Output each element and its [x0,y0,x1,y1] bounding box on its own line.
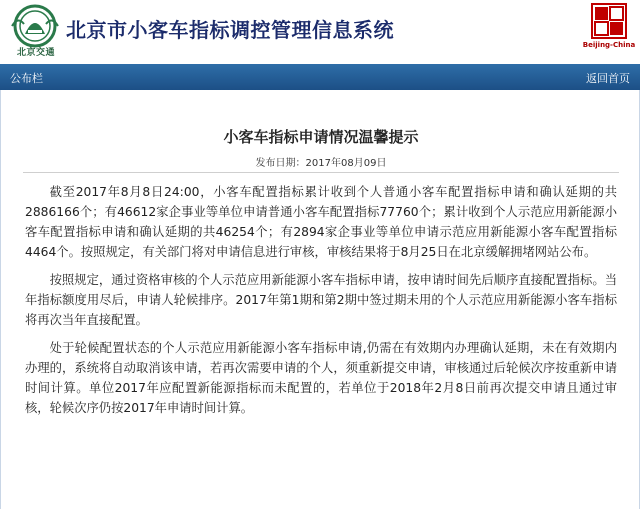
back-to-home-link[interactable]: 返回首页 [586,72,630,85]
bulletin-board-label: 公布栏 [10,72,43,85]
article-body [25,182,617,426]
site-header [0,0,640,62]
article-paragraph: 按照规定，通过资格审核的个人示范应用新能源小客车指标申请，按申请时间先后顺序直接配置指标。当年指标额度用尽后，申请人轮候排序。2017年第1期和第2期中签过期未用的个人示范应用新能源小客车指标将再次当年直接配置。 [25,273,617,327]
logo-text: 北京交通 [16,48,55,58]
seal-stamp-icon [591,3,627,39]
beijing-transport-logo-icon[interactable] [8,4,62,48]
nav-bar [0,64,640,90]
article-paragraph: 处于轮候配置状态的个人示范应用新能源小客车指标申请,仍需在有效期内办理确认延期，未在有效期内办理的，系统将自动取消该申请，若再次需要申请的个人，须重新提交申请，审核通过后轮候次序按重新申请时间计算。单位2017年应配置新能源指标而未配置的，若单位于2018年2月8日前再次提交申请且通过审核，轮候次序仍按2017年申请时间计算。 [25,341,617,415]
site-title: 北京市小客车指标调控管理信息系统 [66,18,394,42]
article-paragraph: 截至2017年8月8日24:00，小客车配置指标累计收到个人普通小客车配置指标申请和确认延期的共2886166个；有46612家企事业等单位申请普通小客车配置指标77760个；累计收到个人示范应用新能源小客车配置指标申请和确认延期的共46254个；有2894家企事业等单位申请示范应用新能源小客车配置指标4464个。按照规定，有关部门将对申请信息进行审核，审核结果将于8月25日在北京缓解拥堵网站公布。 [25,185,617,259]
divider [23,172,619,173]
article-title: 小客车指标申请情况温馨提示 [223,128,419,146]
seal-caption: Beijing-China [582,41,636,49]
content-panel [0,90,640,509]
publish-date: 发布日期：2017年08月09日 [255,158,387,169]
